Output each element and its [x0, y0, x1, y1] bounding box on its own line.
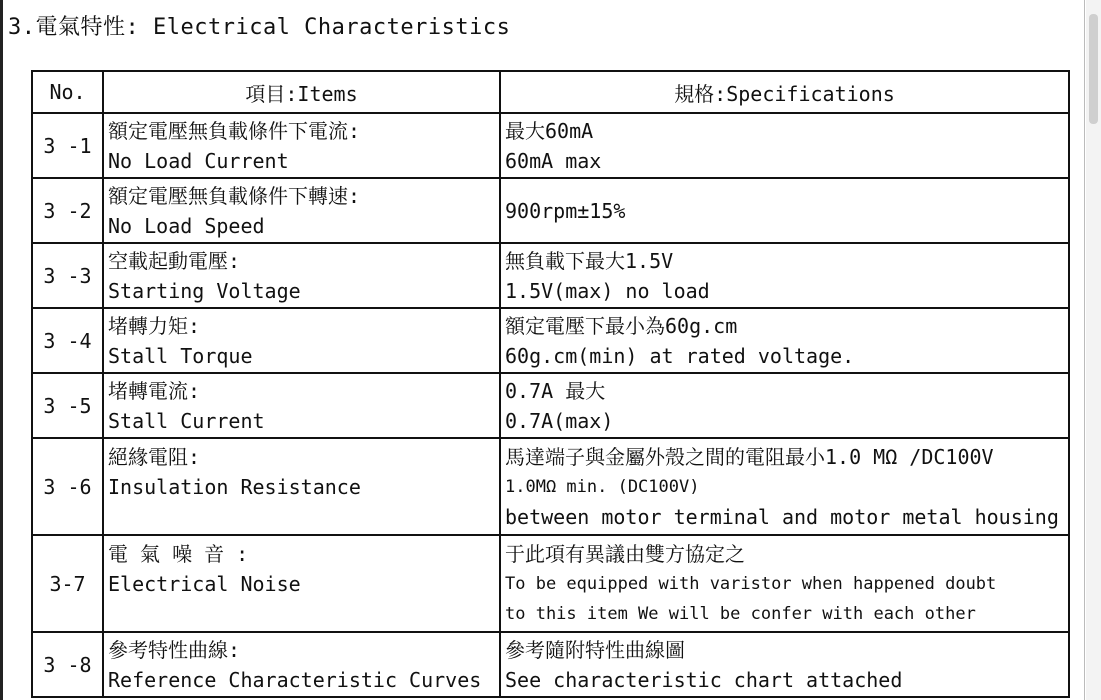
item-cell	[103, 373, 500, 438]
spec-line: See characteristic chart attached	[505, 667, 903, 692]
item-label-zh: 絕緣電阻:	[108, 444, 201, 469]
spec-line: to this item We will be confer with each other	[505, 603, 976, 624]
spec-cell	[500, 178, 1069, 243]
spec-line: 最大60mA	[505, 118, 594, 143]
table-row	[32, 438, 1069, 535]
left-border-line	[0, 0, 3, 700]
table-row	[32, 535, 1069, 632]
item-cell	[103, 308, 500, 373]
row-number: 3 -3	[32, 243, 103, 308]
item-cell	[103, 178, 500, 243]
spec-line: To be equipped with varistor when happened doubt	[505, 573, 997, 594]
spec-line: 900rpm±15%	[505, 198, 626, 223]
spec-line: 60mA max	[505, 148, 602, 173]
item-cell	[103, 243, 500, 308]
spec-line: 馬達端子與金屬外殼之間的電阻最小1.0 MΩ /DC100V	[505, 444, 994, 469]
spec-line: between motor terminal and motor metal housing	[505, 504, 1059, 529]
table-row	[32, 113, 1069, 178]
item-label-en: No Load Speed	[108, 213, 265, 238]
item-label-zh: 額定電壓無負載條件下轉速:	[108, 183, 361, 208]
spec-cell	[500, 243, 1069, 308]
header-items: 項目:Items	[103, 71, 500, 113]
item-label-en: No Load Current	[108, 148, 289, 173]
spec-line: 無負載下最大1.5V	[505, 248, 674, 273]
header-specifications: 規格:Specifications	[500, 71, 1069, 113]
spec-cell	[500, 535, 1069, 632]
item-label-en: Stall Current	[108, 408, 265, 433]
item-label-zh: 額定電壓無負載條件下電流:	[108, 118, 361, 143]
row-number: 3 -1	[32, 113, 103, 178]
item-label-en: Stall Torque	[108, 343, 253, 368]
row-number: 3-7	[32, 535, 103, 632]
item-cell	[103, 113, 500, 178]
spec-line: 1.5V(max) no load	[505, 278, 710, 303]
scrollbar-thumb[interactable]	[1089, 14, 1098, 124]
table-row	[32, 243, 1069, 308]
spec-cell	[500, 308, 1069, 373]
row-number: 3 -6	[32, 438, 103, 535]
spec-line: 0.7A(max)	[505, 408, 614, 433]
item-label-zh: 堵轉力矩:	[108, 313, 201, 338]
item-cell	[103, 438, 500, 535]
table-row	[32, 373, 1069, 438]
item-cell	[103, 632, 500, 697]
spec-cell	[500, 373, 1069, 438]
section-heading: 3.電氣特性: Electrical Characteristics	[8, 15, 511, 40]
spec-line: 0.7A 最大	[505, 378, 606, 403]
item-label-en: Insulation Resistance	[108, 474, 361, 499]
spec-cell	[500, 632, 1069, 697]
spec-cell	[500, 113, 1069, 178]
electrical-characteristics-table	[31, 70, 1070, 698]
item-label-zh: 堵轉電流:	[108, 378, 201, 403]
item-label-en: Reference Characteristic Curves	[108, 667, 482, 692]
table-row	[32, 178, 1069, 243]
item-label-en: Starting Voltage	[108, 278, 301, 303]
spec-cell	[500, 438, 1069, 535]
spec-line: 參考隨附特性曲線圖	[505, 637, 685, 662]
item-label-zh: 參考特性曲線:	[108, 637, 241, 662]
header-no: No.	[32, 71, 103, 113]
spec-line: 額定電壓下最小為60g.cm	[505, 313, 738, 338]
right-border-line	[1084, 0, 1085, 700]
table-row	[32, 308, 1069, 373]
item-label-zh: 空載起動電壓:	[108, 248, 241, 273]
row-number: 3 -2	[32, 178, 103, 243]
item-label-zh: 電 氣 噪 音 :	[108, 541, 249, 566]
table-header-row	[32, 71, 1069, 113]
item-label-en: Electrical Noise	[108, 571, 301, 596]
item-cell	[103, 535, 500, 632]
row-number: 3 -4	[32, 308, 103, 373]
spec-line: 于此項有異議由雙方協定之	[505, 541, 745, 566]
spec-line: 60g.cm(min) at rated voltage.	[505, 343, 855, 368]
row-number: 3 -8	[32, 632, 103, 697]
table-row	[32, 632, 1069, 697]
spec-line: 1.0MΩ min. (DC100V)	[505, 476, 700, 497]
row-number: 3 -5	[32, 373, 103, 438]
